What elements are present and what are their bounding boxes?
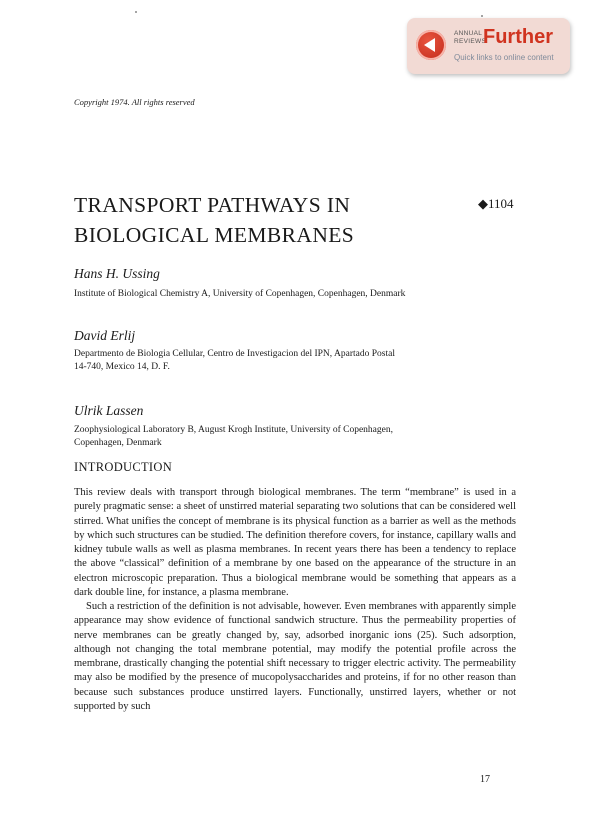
author-affiliation bbox=[74, 424, 494, 449]
author-name: Hans H. Ussing bbox=[74, 266, 160, 281]
banner-further: Further bbox=[483, 26, 553, 48]
author-name: David Erlij bbox=[74, 328, 136, 343]
author-affiliation bbox=[74, 348, 494, 373]
section-heading: INTRODUCTION bbox=[74, 460, 173, 474]
affiliation-line: 14-740, Mexico 14, D. F. bbox=[74, 361, 170, 372]
author-affiliation bbox=[74, 288, 494, 301]
article-code: ◆1104 bbox=[478, 196, 514, 211]
paragraph: This review deals with transport through biological membranes. The term “membrane” is used in a purely pragmatic sense: a sheet of unstirred material separating two solutions that can be considered well stirred. What unifies the concept of membrane is its physical function as a barrier as well as the methods by which such structures can be studied. The definition therefore covers, for instance, capillary walls and kidney tubule walls as well as plasma membranes. In recent years there has been a tendency to replace the above “classical” definition of a membrane by one based on the appearance of the structure in an electron microscopic preparation. Thus a biological membrane would be something that appears as a dark double line, for instance, a plasma membrane. bbox=[74, 487, 516, 598]
affiliation-line: Departmento de Biologia Cellular, Centro de Investigacion del IPN, Apartado Postal bbox=[74, 349, 395, 359]
title-line-1: TRANSPORT PATHWAYS IN bbox=[74, 193, 351, 217]
body-text bbox=[74, 486, 516, 714]
affiliation-line: Copenhagen, Denmark bbox=[74, 437, 162, 448]
title-line-2: BIOLOGICAL MEMBRANES bbox=[74, 223, 355, 247]
scan-speck bbox=[481, 15, 483, 17]
copyright-notice: Copyright 1974. All rights reserved bbox=[74, 97, 195, 107]
banner-annual: ANNUAL bbox=[454, 30, 483, 37]
further-banner[interactable] bbox=[407, 18, 570, 74]
scan-speck bbox=[135, 11, 137, 13]
play-back-icon bbox=[416, 30, 446, 60]
banner-reviews: REVIEWS bbox=[454, 38, 487, 45]
article-title bbox=[74, 190, 454, 250]
affiliation-line: Institute of Biological Chemistry A, University of Copenhagen, Copenhagen, Denmark bbox=[74, 289, 406, 299]
paragraph: Such a restriction of the definition is not advisable, however. Even membranes with apparently simple appearance may show evidence of functional sandwich structure. Thus the permeability properties of nerve membranes can be greatly changed by, say, adsorbed inorganic ions (25). Such adsorption, although not changing the total membrane potential, may modify the potential profile across the membrane, drastically changing the potential shift necessary to trigger electric activity. The permeability may also be modified by the presence of mucopolysaccharides and proteins, if for no other reason than because such substances produce unstirred layers. Functionally, unstirred layers, whether or not supported by such bbox=[74, 601, 516, 712]
banner-subtitle: Quick links to online content bbox=[454, 53, 554, 62]
author-name: Ulrik Lassen bbox=[74, 403, 144, 418]
page-number: 17 bbox=[480, 774, 490, 785]
affiliation-line: Zoophysiological Laboratory B, August Krogh Institute, University of Copenhagen, bbox=[74, 425, 393, 435]
